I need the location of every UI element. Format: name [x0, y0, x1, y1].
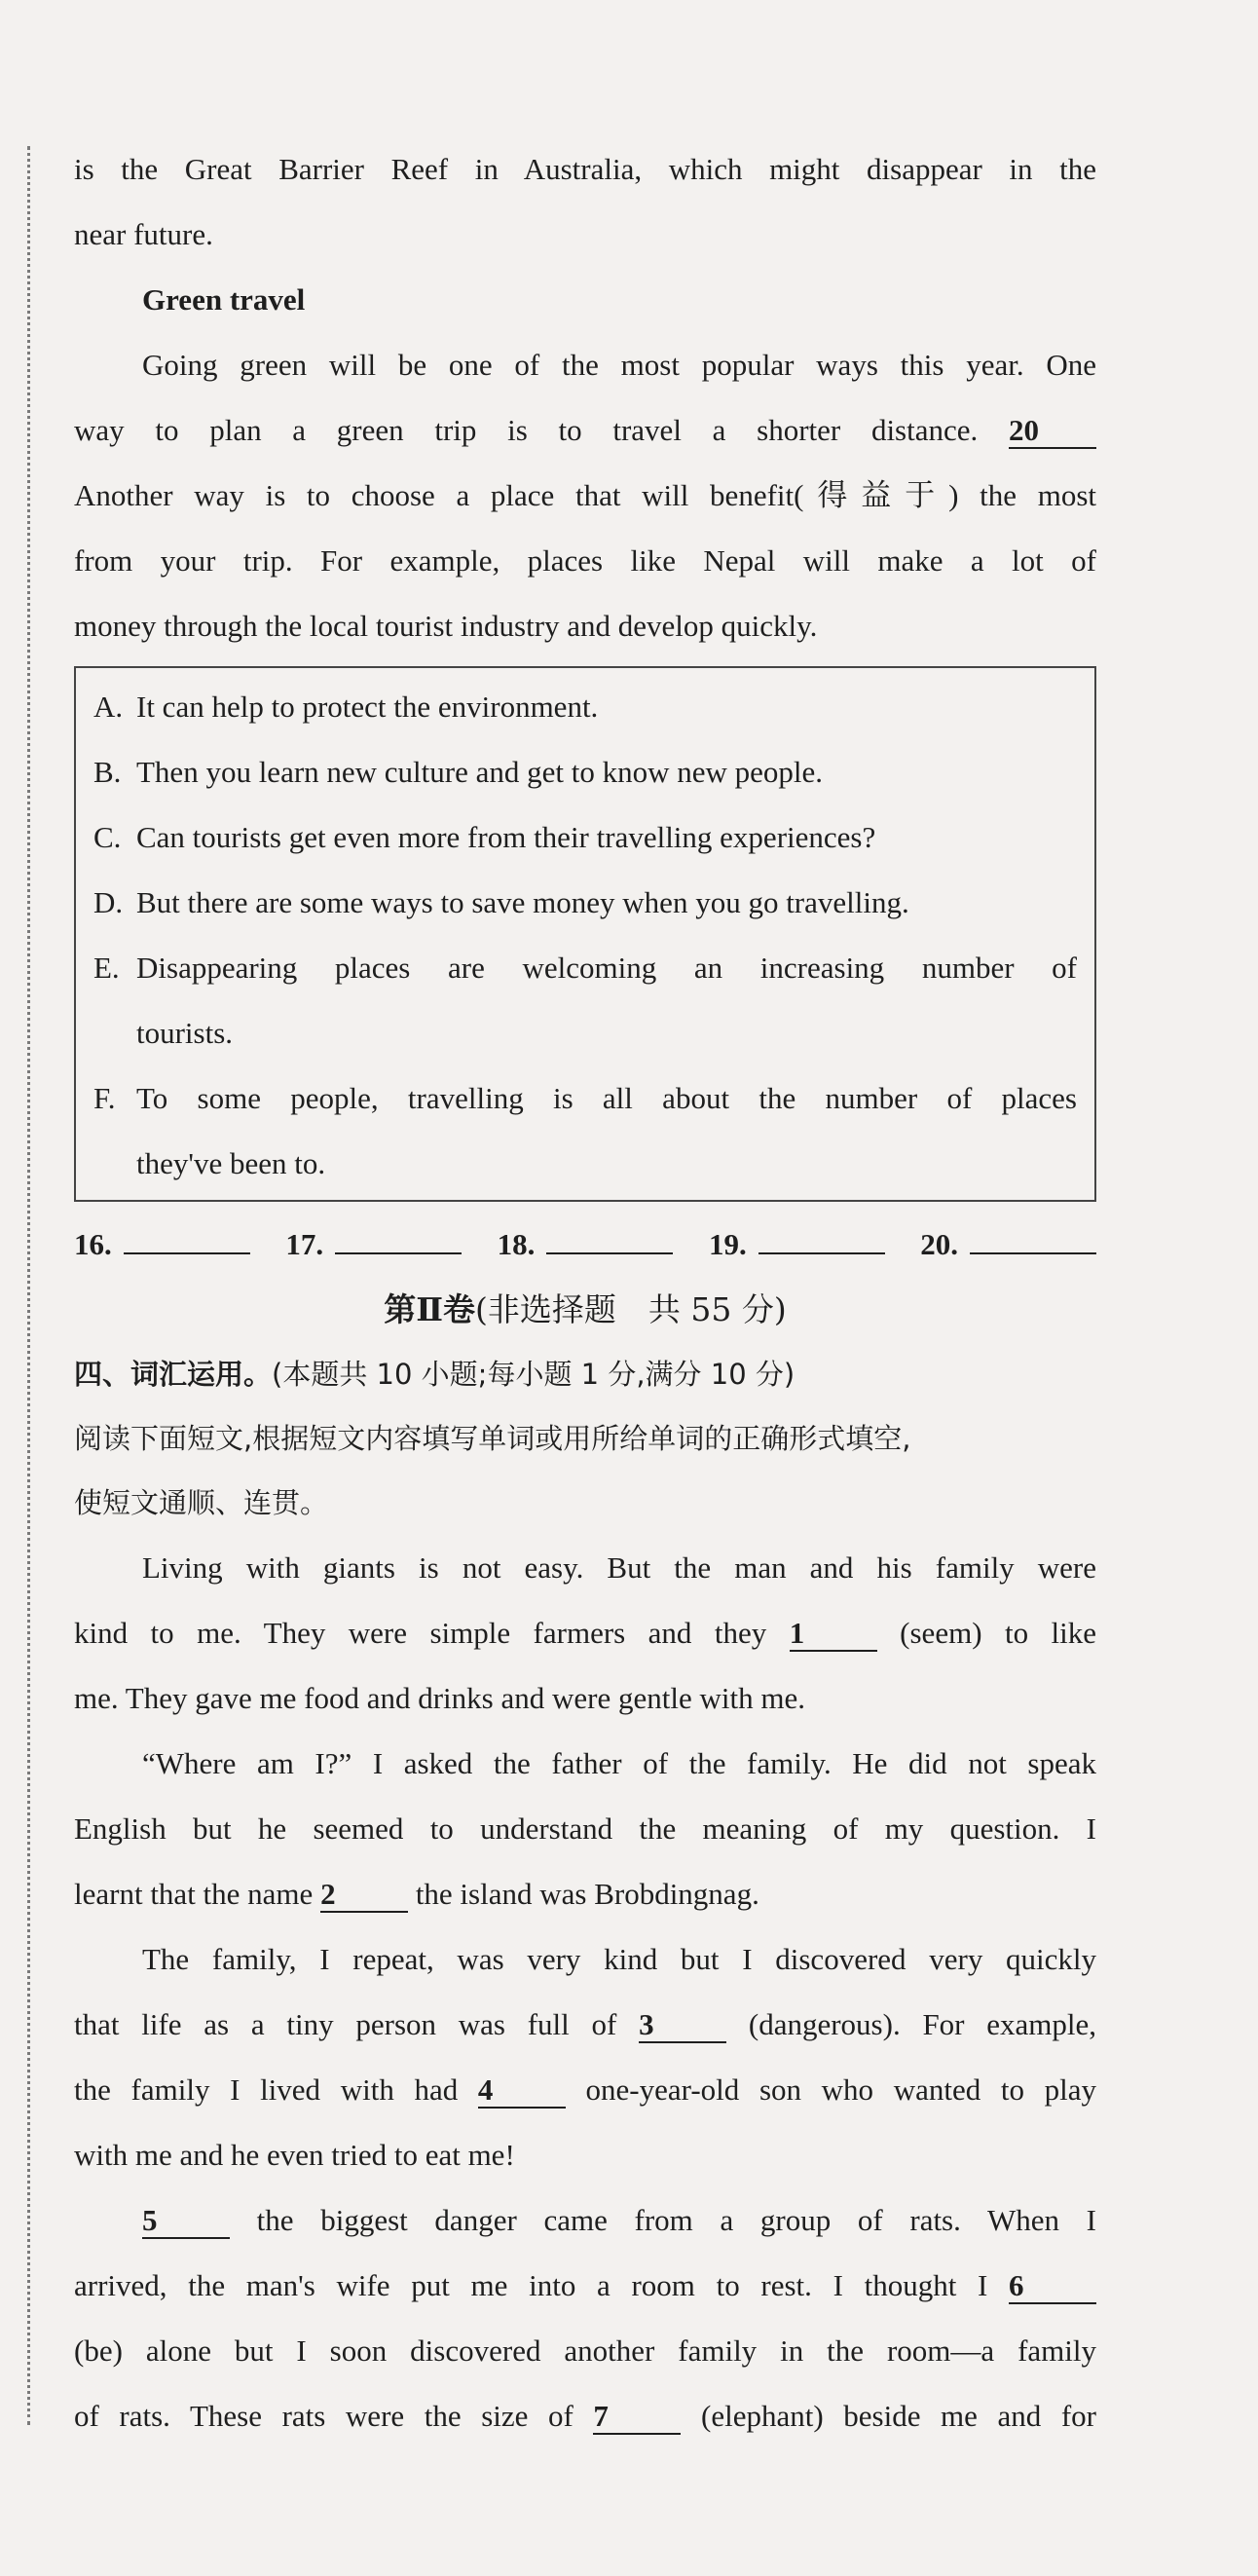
passage-p4-line-4: [74, 2383, 1096, 2448]
passage-p2-line-2: English but he seemed to understand the meaning of my question. I: [74, 1811, 1096, 1846]
passage-p3-line-3: [74, 2057, 1096, 2122]
section-title-bold: 第Ⅱ卷: [384, 1290, 476, 1328]
answer-blank-20[interactable]: [970, 1223, 1096, 1254]
passage-p2-line-1: “Where am I?” I asked the father of the family. He did not speak: [142, 1746, 1096, 1780]
option-text: To some people, travelling is all about the number of places: [136, 1081, 1077, 1115]
blank-3[interactable]: 3: [639, 2008, 726, 2043]
passage-text: kind to me. They were simple farmers and they: [74, 1616, 767, 1650]
passage-text: the family I lived with had: [74, 2072, 459, 2107]
passage-text: arrived, the man's wife put me into a room to rest. I thought I: [74, 2268, 988, 2302]
part4-heading: [74, 1342, 1096, 1406]
option-text: Then you learn new culture and get to know new people.: [136, 755, 824, 789]
passage-p3-line-4: with me and he even tried to eat me!: [74, 2138, 515, 2172]
passage-p1-line-1: Living with giants is not easy. But the man and his family were: [142, 1550, 1096, 1585]
answer-number: 17.: [285, 1227, 324, 1261]
passage-text: the island was Brobdingnag.: [415, 1877, 759, 1911]
intro-line-2: near future.: [74, 217, 213, 251]
option-letter: C.: [93, 820, 122, 854]
passage-text: of rats. These rats were the size of: [74, 2399, 574, 2433]
option-letter: E.: [93, 951, 120, 985]
blank-2[interactable]: 2: [320, 1878, 408, 1913]
section-title: [74, 1277, 1096, 1342]
option-text: Can tourists get even more from their travelling experiences?: [136, 820, 876, 854]
option-c: [93, 804, 1077, 870]
passage-text: that life as a tiny person was full of: [74, 2007, 617, 2041]
green-travel-heading: Green travel: [142, 282, 306, 317]
passage-text: one-year-old son who wanted to play: [585, 2072, 1096, 2107]
option-letter: A.: [93, 690, 124, 724]
passage-p1-line-2: [74, 1600, 1096, 1665]
passage-text: (seem) to like: [900, 1616, 1097, 1650]
blank-5[interactable]: 5: [142, 2204, 230, 2239]
option-letter: F.: [93, 1081, 116, 1115]
answer-number: 16.: [74, 1227, 112, 1261]
green-travel-line-4: from your trip. For example, places like Nepal will make a lot of: [74, 543, 1096, 578]
option-b: [93, 739, 1077, 804]
option-d: [93, 870, 1077, 935]
part4-instruction-line-2: 使短文通顺、连贯。: [74, 1486, 329, 1519]
passage-p4-line-1: [74, 2187, 1096, 2253]
green-travel-line-2: [74, 397, 1096, 463]
part4-heading-rest: (本题共 10 小题;每小题 1 分,满分 10 分): [272, 1358, 796, 1391]
green-travel-line-3: Another way is to choose a place that will benefit(得益于) the most: [74, 478, 1096, 512]
part4-instruction-line-1: 阅读下面短文,根据短文内容填写单词或用所给单词的正确形式填空,: [74, 1422, 911, 1455]
answer-blank-18[interactable]: [546, 1223, 673, 1254]
answer-row: [74, 1212, 1096, 1277]
answer-18: [498, 1212, 674, 1277]
option-letter: B.: [93, 755, 122, 789]
green-travel-line-5: money through the local tourist industry and develop quickly.: [74, 609, 818, 643]
answer-blank-19[interactable]: [758, 1223, 885, 1254]
answer-19: [709, 1212, 885, 1277]
passage-text: learnt that the name: [74, 1877, 314, 1911]
passage-text: (elephant) beside me and for: [701, 2399, 1097, 2433]
option-text: It can help to protect the environment.: [136, 690, 599, 724]
passage-text: (dangerous). For example,: [748, 2007, 1097, 2041]
passage-p1-line-3: me. They gave me food and drinks and were gentle with me.: [74, 1681, 805, 1715]
passage-p4-line-3: (be) alone but I soon discovered another family in the room—a family: [74, 2333, 1096, 2368]
answer-16: [74, 1212, 250, 1277]
answer-20: [920, 1212, 1096, 1277]
green-travel-line-1: Going green will be one of the most popular ways this year. One: [142, 348, 1096, 382]
part4-heading-bold: 四、词汇运用。: [74, 1358, 273, 1391]
answer-number: 19.: [708, 1227, 747, 1261]
worksheet-page: [74, 136, 1096, 2448]
option-e: [93, 935, 1077, 1000]
option-text: But there are some ways to save money when you go travelling.: [136, 885, 909, 919]
binding-margin-dotted-rule: [27, 146, 30, 2425]
option-f-continued: they've been to.: [136, 1146, 326, 1180]
blank-4[interactable]: 4: [478, 2073, 566, 2109]
option-letter: D.: [93, 885, 124, 919]
option-text: Disappearing places are welcoming an increasing number of: [136, 951, 1077, 985]
answer-17: [285, 1212, 462, 1277]
option-a: [93, 674, 1077, 739]
option-e-continued: tourists.: [136, 1016, 234, 1050]
answer-blank-17[interactable]: [335, 1223, 462, 1254]
option-f: [93, 1065, 1077, 1131]
green-travel-line-2-text: way to plan a green trip is to travel a shorter distance.: [74, 413, 979, 447]
answer-blank-16[interactable]: [124, 1223, 250, 1254]
answer-number: 20.: [920, 1227, 958, 1261]
intro-line-1: is the Great Barrier Reef in Australia, which might disappear in the: [74, 152, 1096, 186]
blank-7[interactable]: 7: [593, 2400, 681, 2435]
answer-number: 18.: [497, 1227, 536, 1261]
blank-1[interactable]: 1: [790, 1617, 877, 1652]
blank-6[interactable]: 6: [1009, 2269, 1096, 2304]
section-title-rest: (非选择题 共 55 分): [475, 1290, 787, 1328]
passage-p3-line-1: The family, I repeat, was very kind but I discovered very quickly: [142, 1942, 1096, 1976]
passage-p4-line-2: [74, 2253, 1096, 2318]
options-box: [74, 666, 1096, 1202]
passage-p3-line-2: [74, 1992, 1096, 2057]
passage-text: the biggest danger came from a group of rats. When I: [256, 2203, 1096, 2237]
blank-20[interactable]: 20: [1009, 414, 1096, 449]
passage-p2-line-3: [74, 1861, 1096, 1926]
